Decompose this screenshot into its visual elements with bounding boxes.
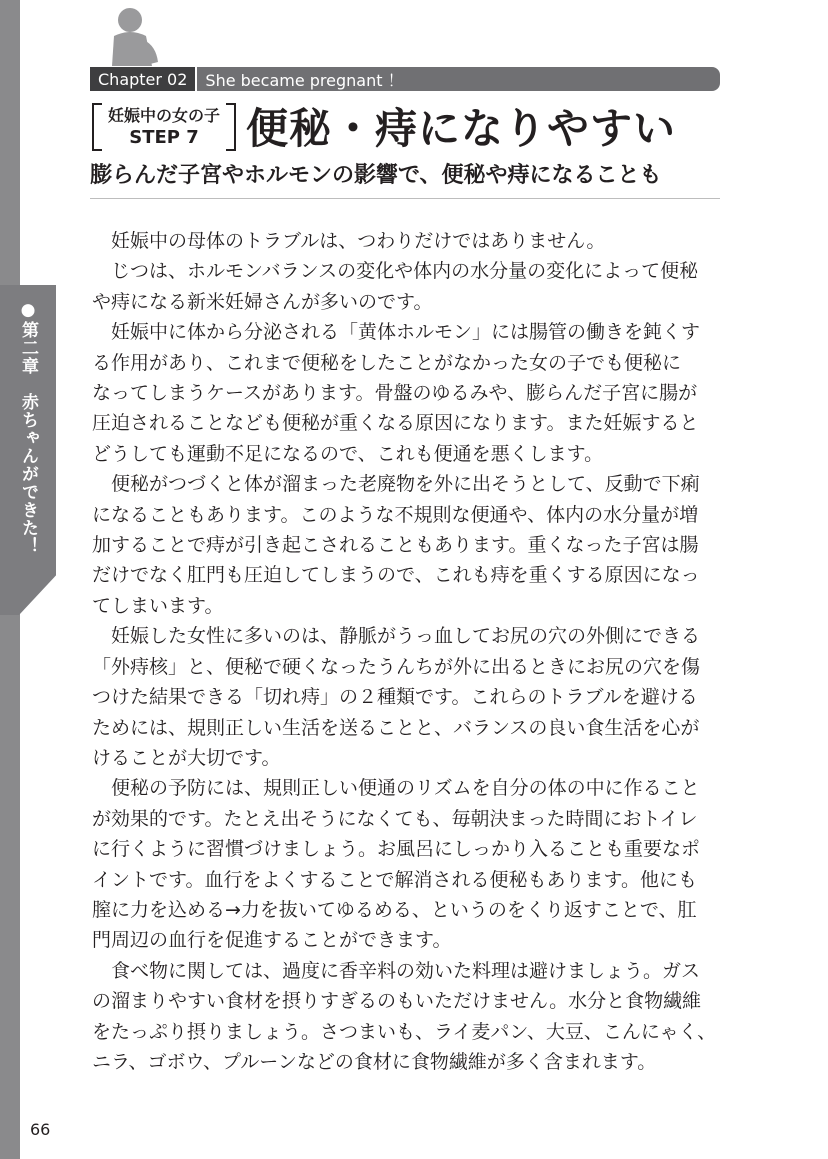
chapter-number: Chapter 02 xyxy=(90,67,197,91)
body-line: つけた結果できる「切れ痔」の２種類です。これらのトラブルを避ける xyxy=(92,686,698,709)
body-line: 圧迫されることなども便秘が重くなる原因になります。また妊娠すると xyxy=(92,412,699,435)
body-line: どうしても運動不足になるので、これも便通を悪くします。 xyxy=(92,442,604,465)
body-line: じつは、ホルモンバランスの変化や体内の水分量の変化によって便秘 xyxy=(92,260,699,283)
page-number: 66 xyxy=(30,1120,51,1139)
body-line: に行くように習慣づけましょう。お風呂にしっかり入ることも重要なポ xyxy=(92,838,701,861)
body-line: ためには、規則正しい生活を送ることと、バランスの良い食生活を心が xyxy=(92,716,700,739)
baby-icon xyxy=(104,6,164,70)
body-line: けることが大切です。 xyxy=(92,746,281,769)
chapter-header-bar xyxy=(90,67,720,91)
body-line: 妊娠中に体から分泌される「黄体ホルモン」には腸管の働きを鈍くす xyxy=(92,321,701,344)
body-line: 食べ物に関しては、過度に香辛料の効いた料理は避けましょう。ガス xyxy=(92,959,701,982)
side-tab-label: ●第二章 赤ちゃんができた！ xyxy=(18,300,38,555)
body-line: だけでなく肛門も圧迫してしまうので、これも痔を重くする原因になっ xyxy=(92,564,700,587)
page-subtitle: 膨らんだ子宮やホルモンの影響で、便秘や痔になることも xyxy=(90,163,662,188)
page-title: 便秘・痔になりやすい xyxy=(246,104,677,153)
body-line: の溜まりやすい食材を摂りすぎるのもいただけません。水分と食物繊維 xyxy=(92,990,702,1013)
body-line: 便秘がつづくと体が溜まった老廃物を外に出そうとして、反動で下痢 xyxy=(92,473,700,496)
body-line: なってしまうケースがあります。骨盤のゆるみや、膨らんだ子宮に腸が xyxy=(92,382,698,405)
body-text xyxy=(92,226,732,1077)
body-line: になることもあります。このような不規則な便通や、体内の水分量が増 xyxy=(92,503,699,526)
body-line: が効果的です。たとえ出そうになくても、毎朝決まった時間におトイレ xyxy=(92,807,698,830)
body-line: や痔になる新米妊婦さんが多いのです。 xyxy=(92,290,433,313)
body-line: 「外痔核」と、便秘で硬くなったうんちが外に出るときにお尻の穴を傷 xyxy=(92,655,701,678)
body-line: てしまいます。 xyxy=(92,594,224,617)
body-line: 門周辺の血行を促進することができます。 xyxy=(92,929,452,952)
body-line: イントです。血行をよくすることで解消される便秘もあります。他にも xyxy=(92,868,697,891)
chapter-title: She became pregnant ！ xyxy=(205,70,404,90)
body-line: 便秘の予防には、規則正しい便通のリズムを自分の体の中に作ること xyxy=(92,777,700,800)
body-line: ニラ、ゴボウ、プルーンなどの食材に食物繊維が多く含まれます。 xyxy=(92,1050,657,1073)
body-line: 膣に力を込める→力を抜いてゆるめる、というのをくり返すことで、肛 xyxy=(92,898,697,921)
body-line: をたっぷり摂りましょう。さつまいも、ライ麦パン、大豆、こんにゃく、 xyxy=(92,1020,717,1043)
step-label-box xyxy=(92,103,236,151)
title-divider xyxy=(90,198,720,199)
step-number: STEP 7 xyxy=(129,127,199,148)
body-line: 妊娠した女性に多いのは、静脈がうっ血してお尻の穴の外側にできる xyxy=(92,625,701,648)
body-line: 加することで痔が引き起こされることもあります。重くなった子宮は腸 xyxy=(92,534,699,557)
body-line: 妊娠中の母体のトラブルは、つわりだけではありません。 xyxy=(92,230,606,252)
step-category: 妊娠中の女の子 xyxy=(107,106,220,125)
body-line: る作用があり、これまで便秘をしたことがなかった女の子でも便秘に xyxy=(92,351,682,374)
